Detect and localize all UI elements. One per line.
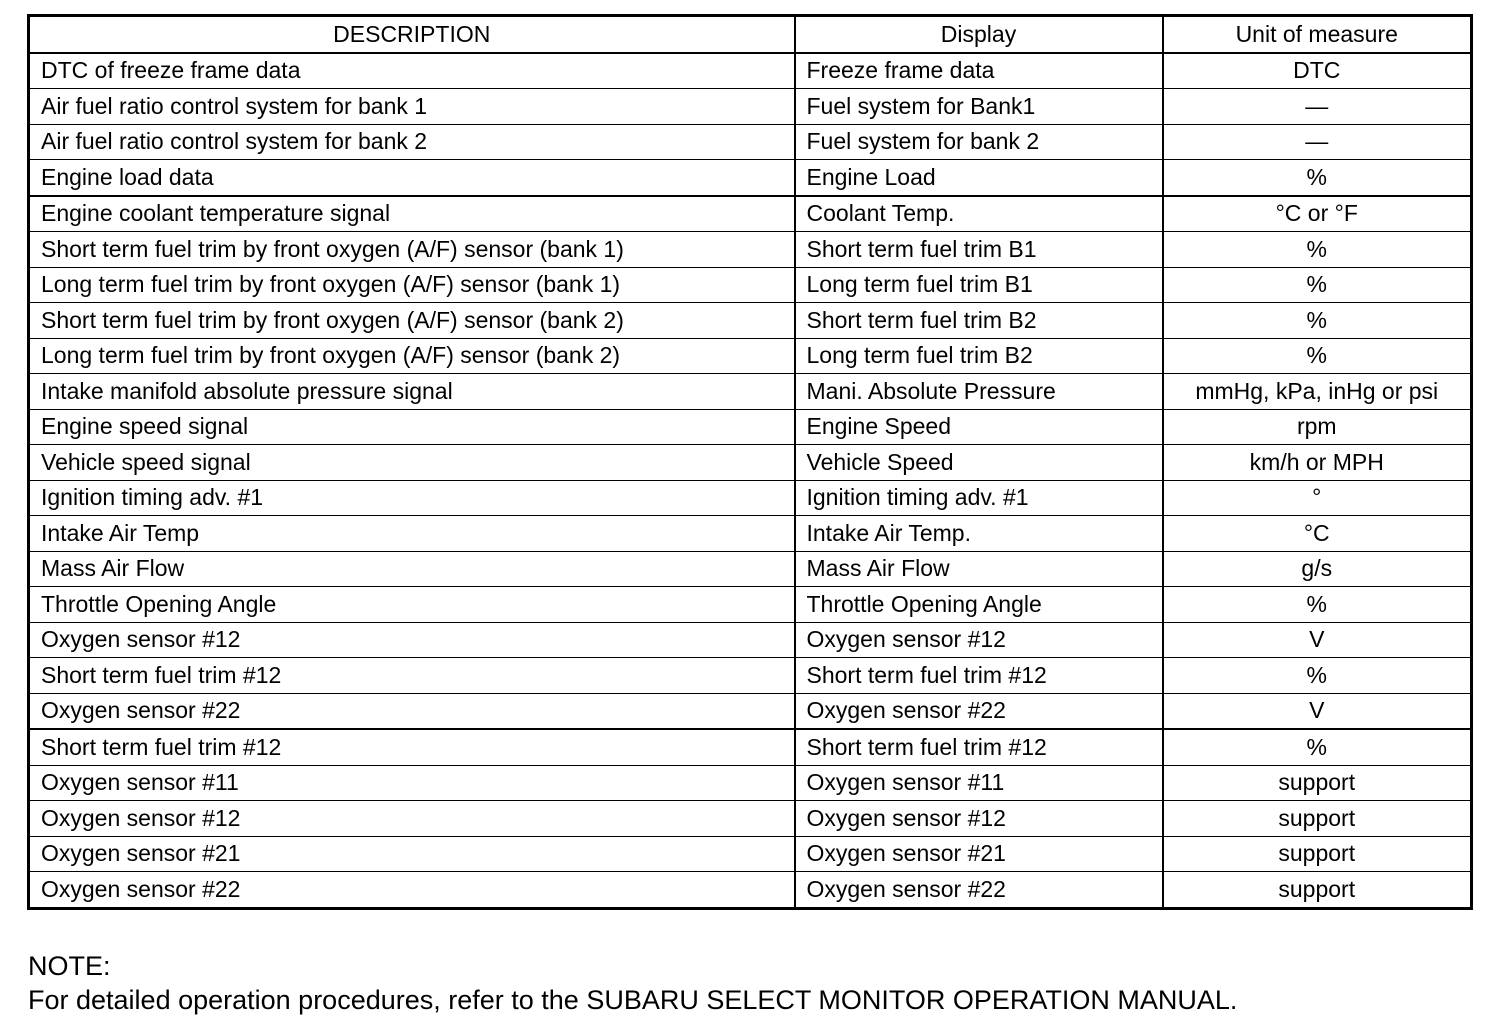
table-row (29, 551, 1472, 587)
table-row (29, 89, 1472, 125)
cell-description: Oxygen sensor #11 (29, 765, 795, 801)
cell-unit: °C or °F (1163, 196, 1472, 232)
cell-display: Oxygen sensor #11 (795, 765, 1163, 801)
note-body: For detailed operation procedures, refer to the SUBARU SELECT MONITOR OPERATION MANUAL. (28, 985, 1238, 1015)
table-row (29, 765, 1472, 801)
table-row (29, 124, 1472, 160)
cell-display: Engine Load (795, 160, 1163, 196)
header-unit: Unit of measure (1163, 16, 1472, 53)
cell-display: Oxygen sensor #22 (795, 693, 1163, 729)
table-row (29, 338, 1472, 374)
table-body (29, 53, 1472, 909)
cell-description: Air fuel ratio control system for bank 2 (29, 124, 795, 160)
cell-display: Ignition timing adv. #1 (795, 480, 1163, 516)
table-row (29, 872, 1472, 909)
table-row (29, 303, 1472, 339)
cell-description: Oxygen sensor #22 (29, 872, 795, 909)
cell-display: Mass Air Flow (795, 551, 1163, 587)
cell-display: Oxygen sensor #12 (795, 622, 1163, 658)
cell-unit: DTC (1163, 53, 1472, 89)
table-row (29, 836, 1472, 872)
cell-unit: V (1163, 622, 1472, 658)
table-row (29, 232, 1472, 268)
cell-description: Intake manifold absolute pressure signal (29, 374, 795, 410)
cell-description: Air fuel ratio control system for bank 1 (29, 89, 795, 125)
cell-unit: — (1163, 89, 1472, 125)
cell-display: Short term fuel trim B1 (795, 232, 1163, 268)
cell-unit: % (1163, 267, 1472, 303)
cell-unit: support (1163, 801, 1472, 837)
cell-unit: °C (1163, 516, 1472, 552)
table-row (29, 445, 1472, 481)
cell-description: Oxygen sensor #12 (29, 801, 795, 837)
cell-unit: % (1163, 658, 1472, 694)
table-row (29, 374, 1472, 410)
cell-display: Oxygen sensor #22 (795, 872, 1163, 909)
table-row (29, 622, 1472, 658)
cell-description: Intake Air Temp (29, 516, 795, 552)
cell-unit: % (1163, 232, 1472, 268)
cell-unit: V (1163, 693, 1472, 729)
cell-display: Oxygen sensor #12 (795, 801, 1163, 837)
cell-display: Throttle Opening Angle (795, 587, 1163, 623)
cell-description: Engine speed signal (29, 409, 795, 445)
cell-description: Ignition timing adv. #1 (29, 480, 795, 516)
cell-unit: support (1163, 836, 1472, 872)
cell-description: Short term fuel trim by front oxygen (A/F) sensor (bank 2) (29, 303, 795, 339)
cell-description: Throttle Opening Angle (29, 587, 795, 623)
cell-unit: % (1163, 303, 1472, 339)
cell-description: Long term fuel trim by front oxygen (A/F) sensor (bank 2) (29, 338, 795, 374)
table-row (29, 196, 1472, 232)
cell-display: Mani. Absolute Pressure (795, 374, 1163, 410)
cell-display: Short term fuel trim #12 (795, 729, 1163, 765)
cell-display: Intake Air Temp. (795, 516, 1163, 552)
cell-display: Short term fuel trim #12 (795, 658, 1163, 694)
header-display: Display (795, 16, 1163, 53)
header-description: DESCRIPTION (29, 16, 795, 53)
cell-unit: mmHg, kPa, inHg or psi (1163, 374, 1472, 410)
cell-description: Mass Air Flow (29, 551, 795, 587)
cell-description: Short term fuel trim #12 (29, 658, 795, 694)
cell-display: Freeze frame data (795, 53, 1163, 89)
cell-display: Fuel system for Bank1 (795, 89, 1163, 125)
note-title: NOTE: (28, 951, 111, 981)
cell-display: Long term fuel trim B2 (795, 338, 1163, 374)
cell-description: Short term fuel trim by front oxygen (A/F) sensor (bank 1) (29, 232, 795, 268)
cell-display: Vehicle Speed (795, 445, 1163, 481)
cell-description: Engine coolant temperature signal (29, 196, 795, 232)
cell-display: Long term fuel trim B1 (795, 267, 1163, 303)
cell-description: Long term fuel trim by front oxygen (A/F) sensor (bank 1) (29, 267, 795, 303)
table-row (29, 658, 1472, 694)
cell-display: Short term fuel trim B2 (795, 303, 1163, 339)
spec-table (27, 14, 1473, 910)
table-header-row (29, 16, 1472, 53)
cell-unit: — (1163, 124, 1472, 160)
cell-unit: % (1163, 729, 1472, 765)
table-row (29, 693, 1472, 729)
cell-description: Vehicle speed signal (29, 445, 795, 481)
cell-display: Coolant Temp. (795, 196, 1163, 232)
cell-unit: km/h or MPH (1163, 445, 1472, 481)
table-row (29, 516, 1472, 552)
cell-unit: ° (1163, 480, 1472, 516)
table-row (29, 729, 1472, 765)
table-row (29, 801, 1472, 837)
table-row (29, 480, 1472, 516)
cell-display: Oxygen sensor #21 (795, 836, 1163, 872)
cell-unit: g/s (1163, 551, 1472, 587)
cell-description: DTC of freeze frame data (29, 53, 795, 89)
cell-description: Oxygen sensor #21 (29, 836, 795, 872)
table-row (29, 53, 1472, 89)
table-row (29, 267, 1472, 303)
cell-unit: support (1163, 872, 1472, 909)
cell-unit: support (1163, 765, 1472, 801)
cell-description: Engine load data (29, 160, 795, 196)
cell-display: Fuel system for bank 2 (795, 124, 1163, 160)
cell-description: Short term fuel trim #12 (29, 729, 795, 765)
cell-unit: % (1163, 160, 1472, 196)
table-row (29, 409, 1472, 445)
cell-unit: % (1163, 338, 1472, 374)
table-row (29, 160, 1472, 196)
cell-unit: % (1163, 587, 1472, 623)
cell-display: Engine Speed (795, 409, 1163, 445)
cell-description: Oxygen sensor #12 (29, 622, 795, 658)
table-row (29, 587, 1472, 623)
cell-unit: rpm (1163, 409, 1472, 445)
cell-description: Oxygen sensor #22 (29, 693, 795, 729)
